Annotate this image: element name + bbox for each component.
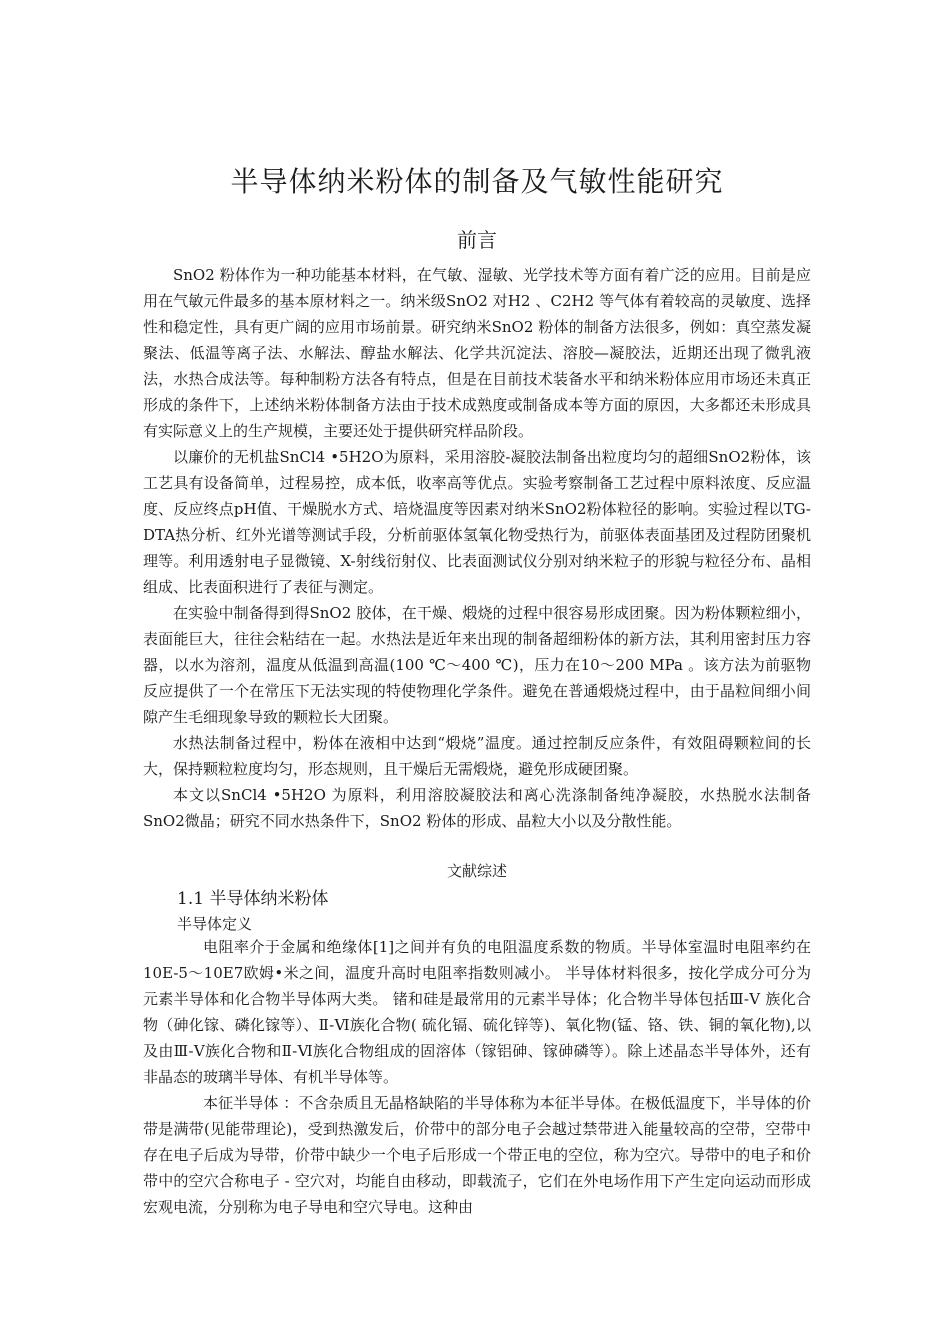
preface-paragraph-4: 水热法制备过程中，粉体在液相中达到“煅烧”温度。通过控制反应条件，有效阻碍颗粒间的长大，保持颗粒粒度均匀，形态规则，且干燥后无需煅烧，避免形成硬团聚。 [143,734,811,778]
section-heading: 1.1 半导体纳米粉体 [177,889,329,909]
preface-heading: 前言 [457,228,497,252]
literature-body [143,934,811,1220]
subsection-heading: 半导体定义 [177,915,253,933]
preface-paragraph-5: 本文以SnCl4 •5H2O 为原料，利用溶胶凝胶法和离心洗涤制备纯净凝胶，水热脱水法制备SnO2微晶；研究不同水热条件下，SnO2 粉体的形成、晶粒大小以及分散性能。 [143,786,811,830]
literature-paragraph-2: 本征半导体 ：不含杂质且无晶格缺陷的半导体称为本征半导体。在极低温度下，半导体的价带是满带(见能带理论)，受到热激发后，价带中的部分电子会越过禁带进入能量较高的空带，空带中存在电子后成为导带，价带中缺少一个电子后形成一个带正电的空位，称为空穴。导带中的电子和价带中的空穴合称电子 - 空穴对，均能自由移动，即载流子，它们在外电场作用下产生定向运动而形成宏观电流，分别称为电子导电和空穴导电。这种由 [143,1094,811,1216]
document-page [143,0,811,1344]
preface-paragraph-3: 在实验中制备得到得SnO2 胶体，在干燥、煅烧的过程中很容易形成团聚。因为粉体颗粒细小，表面能巨大，往往会粘结在一起。水热法是近年来出现的制备超细粉体的新方法，其利用密封压力容器，以水为溶剂，温度从低温到高温(100 ℃～400 ℃)，压力在10～200 MPa 。该方法为前驱物反应提供了一个在常压下无法实现的特使物理化学条件。避免在普通煅烧过程中，由于晶粒间细小间隙产生毛细现象导致的颗粒长大团聚。 [143,604,811,726]
literature-paragraph-1: 电阻率介于金属和绝缘体[1]之间并有负的电阻温度系数的物质。半导体室温时电阻率约在10E-5～10E7欧姆•米之间，温度升高时电阻率指数则减小。 半导体材料很多，按化学成分可分为元素半导体和化合物半导体两大类。 锗和硅是最常用的元素半导体；化合物半导体包括Ⅲ-Ⅴ 族化合物（砷化镓、磷化镓等）、Ⅱ-Ⅵ族化合物( 硫化镉、硫化锌等)、氧化物(锰、铬、铁、铜的氧化物),以及由Ⅲ-Ⅴ族化合物和Ⅱ-Ⅵ族化合物组成的固溶体（镓铝砷、镓砷磷等）。除上述晶态半导体外，还有非晶态的玻璃半导体、有机半导体等。 [143,938,811,1086]
literature-review-heading: 文献综述 [446,862,507,880]
preface-paragraph-1: SnO2 粉体作为一种功能基本材料，在气敏、湿敏、光学技术等方面有着广泛的应用。目前是应用在气敏元件最多的基本原材料之一。纳米级SnO2 对H2 、C2H2 等气体有着较高的灵敏度、选择性和稳定性，具有更广阔的应用市场前景。研究纳米SnO2 粉体的制备方法很多，例如：真空蒸发凝聚法、低温等离子法、水解法、醇盐水解法、化学共沉淀法、溶胶—凝胶法，近期还出现了微乳液法，水热合成法等。每种制粉方法各有特点，但是在目前技术装备水平和纳米粉体应用市场还未真正形成的条件下，上述纳米粉体制备方法由于技术成熟度或制备成本等方面的原因，大多都还未形成具有实际意义上的生产规模，主要还处于提供研究样品阶段。 [143,266,811,440]
preface-paragraph-2: 以廉价的无机盐SnCl4 •5H2O为原料，采用溶胶-凝胶法制备出粒度均匀的超细SnO2粉体，该工艺具有设备简单，过程易控，成本低，收率高等优点。实验考察制备工艺过程中原料浓度、反应温度、反应终点pH值、干燥脱水方式、培烧温度等因素对纳米SnO2粉体粒径的影响。实验过程以TG-DTA热分析、红外光谱等测试手段，分析前驱体氢氧化物受热行为，前驱体表面基团及过程防团聚机理等。利用透射电子显微镜、X-射线衍射仪、比表面测试仪分别对纳米粒子的形貌与粒径分布、晶相组成、比表面积进行了表征与测定。 [143,448,811,596]
document-title: 半导体纳米粉体的制备及气敏性能研究 [230,165,724,198]
preface-body [143,262,811,834]
